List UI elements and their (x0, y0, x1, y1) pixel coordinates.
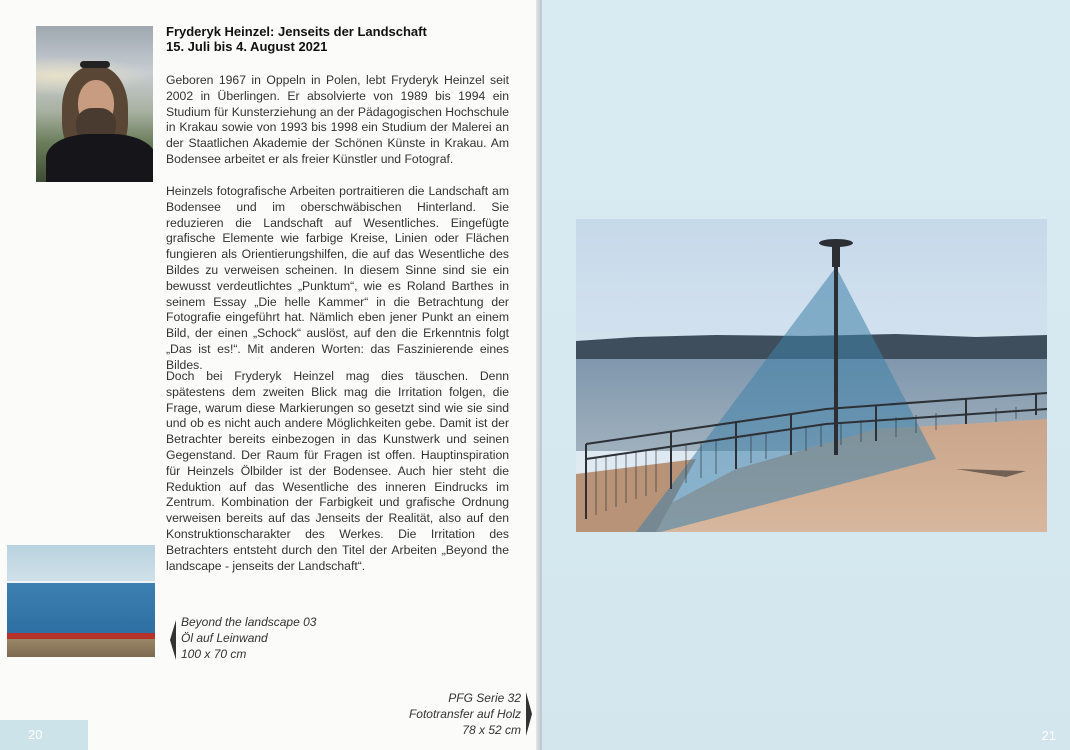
artist-portrait-photo (36, 26, 153, 182)
caption-marker-right (526, 692, 532, 736)
caption-photo-title: PFG Serie 32 (448, 691, 521, 705)
caption-photo-medium: Fototransfer auf Holz (408, 707, 521, 721)
paragraph-biography: Geboren 1967 in Oppeln in Polen, lebt Fryderyk Heinzel seit 2002 in Überlingen. Er absolvierte von 1989 bis 1994 ein Studium für Kunsterziehung an der Pädagogischen Hochschule in Krakau sowie von 1993 bis 1998 ein Studium der Malerei an der Staatlichen Akademie der Schönen Künste in Krakau. Am Bodensee arbeitet er als freier Künstler und Fotograf. (166, 73, 509, 166)
photo-lamp-promenade (576, 219, 1047, 532)
caption-painting-title: Beyond the landscape 03 (181, 615, 317, 629)
caption-painting-medium: Öl auf Leinwand (181, 631, 268, 645)
article-headline (166, 24, 526, 54)
page-number-left: 20 (0, 720, 88, 750)
caption-photo (321, 690, 521, 738)
paragraph-irritation: Doch bei Fryderyk Heinzel mag dies täuschen. Denn spätestens dem zweiten Blick mag die Irritation folgen, die Frage, warum diese Markierungen so gesetzt sind wie sie sind und ob es nicht auch andere Möglichkeiten gebe. Damit ist der Betrachter bereits einbezogen in das Kunstwerk und seinen Gegenstand. Der Raum für Fragen ist offen. Hauptinspiration für Heinzels Ölbilder ist der Bodensee. Auch hier steht die Reduktion auf das Wesentliche des inneren Eindrucks im Zentrum. Kombination der Farbigkeit und grafische Ordnung verweisen bereits auf das Jenseits der Realität, also auf den Konstruktionscharakter des Werkes. Die Irritation des Betrachters entsteht durch den Titel der Arbeiten „Beyond the landscape - jenseits der Landschaft“. (166, 369, 509, 573)
caption-photo-size: 78 x 52 cm (462, 723, 521, 737)
painting-beyond-the-landscape (7, 545, 155, 657)
caption-marker-left (170, 620, 176, 660)
caption-painting-size: 100 x 70 cm (181, 647, 247, 661)
paragraph-photography: Heinzels fotografische Arbeiten portraitieren die Landschaft am Bodensee und im oberschwäbischen Hinterland. Sie reduzieren die Landschaft auf Wesentliches. Eingefügte grafische Elemente wie farbige Kreise, Linien oder Flächen fungieren als Orientierungshilfen, die auf das Wesentliche des Bildes zu verweisen scheinen. In diesem Sinne sind sie ein bewusst verdeutlichtes „Punktum“, wie es Roland Barthes in seinem Essay „Die helle Kammer“ in die Betrachtung der Fotografie eingeführt hat. Nämlich eben jener Punkt an einem Bild, der einen „Schock“ auslöst, auf den die Erkenntnis folgt „Das ist es!“. Mit anderen Worten: das Faszinierende eines Bildes. (166, 184, 509, 372)
exhibition-dates: 15. Juli bis 4. August 2021 (166, 39, 328, 54)
page-number-right: 21 (1041, 728, 1056, 743)
article-title: Fryderyk Heinzel: Jenseits der Landschaft (166, 24, 427, 39)
caption-painting (181, 614, 316, 662)
